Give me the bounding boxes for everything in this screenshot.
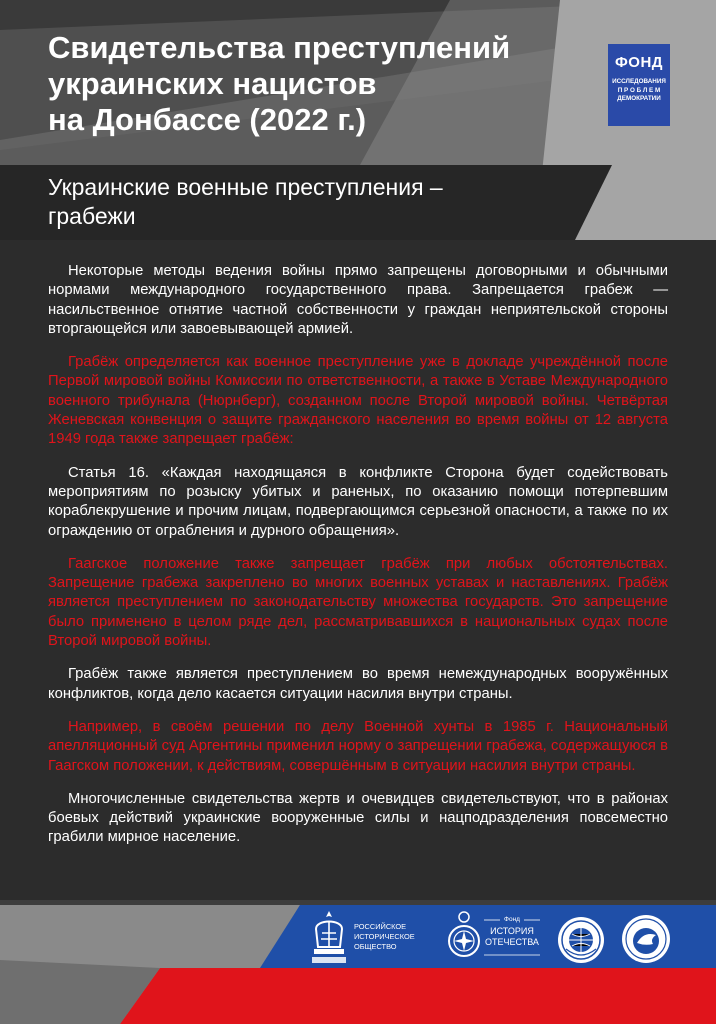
paragraph-highlight: Грабёж определяется как военное преступление уже в докладе учреждённой после Первой мировой войны Комиссии по ответственности, а также в Уставе Международного военного трибунала (Нюрнберг), созданном после Второй мировой войны. Четвёртая Женевская конвенция о защите гражданского населения во время войны от 12 августа 1949 года также запрещает грабёж: (48, 354, 668, 448)
dove-emblem-icon (620, 913, 672, 965)
partner-emblem-globe (556, 905, 606, 973)
paragraph: Статья 16. «Каждая находящаяся в конфликте Сторона будет содействовать мероприятиям по розыску убитых и раненых, по оказанию помощи потерпевшим кораблекрушение и прочим лицам, подвергающимся серьезной опасности, а также по их ограждению от ограбления и дурного обращения». (48, 464, 668, 539)
paragraph: Многочисленные свидетельства жертв и очевидцев свидетельствуют, что в районах боевых действий украинские вооруженные силы и нацподразделения повсеместно грабили мирное население. (48, 790, 668, 846)
io-partner-name: ИСТОРИЯ ОТЕЧЕСТВА (485, 926, 539, 947)
order-medal-icon (446, 907, 482, 967)
foundation-logo-name: ФОНД (615, 54, 663, 71)
rio-emblem-icon (308, 907, 350, 967)
istoriya-otechestva-logo (446, 905, 546, 973)
poster-title: Свидетельства преступлений украинских нацистов на Донбассе (2022 г.) (48, 30, 511, 137)
article-body (48, 262, 668, 862)
section-subtitle: Украинские военные преступления – грабежи (48, 174, 443, 229)
partner-emblem-dove (620, 905, 672, 973)
paragraph: Грабёж также является преступлением во время немеждународных вооружённых конфликтов, когда дело касается ситуации насилия внутри страны. (48, 666, 668, 702)
paragraph: Некоторые методы ведения войны прямо запрещены договорными и обычными нормами международного государственного права. Запрещается грабеж — насильственное отнятие частной собственности у граждан неприятельской стороны вторгающейся или завоевывающей армией. (48, 263, 668, 337)
paragraph-highlight: Например, в своём решении по делу Военной хунты в 1985 г. Национальный апелляционный суд Аргентины применил норму о запрещении грабежа, содержащуюся в Гаагском положении, к действиям, совершённым в ситуации насилия внутри страны. (48, 718, 668, 774)
rio-partner-logo (308, 905, 443, 973)
io-fund-label: Фонд (504, 916, 520, 923)
foundation-logo-subtitle: ИССЛЕДОВАНИЯ П Р О Б Л Е М ДЕМОКРАТИИ (612, 78, 666, 102)
paragraph-highlight: Гаагское положение также запрещает грабёж при любых обстоятельствах. Запрещение грабежа закреплено во многих военных уставах и наставлениях. Грабёж является преступлением по законодательству множества государств. Это запрещение было применено в целом ряде дел, рассматривавшихся в национальных судах после Второй мировой войны. (48, 555, 668, 650)
globe-emblem-icon (556, 915, 606, 965)
rio-partner-name: РОССИЙСКОЕ ИСТОРИЧЕСКОЕ ОБЩЕСТВО (354, 922, 415, 951)
foundation-logo (608, 44, 670, 126)
